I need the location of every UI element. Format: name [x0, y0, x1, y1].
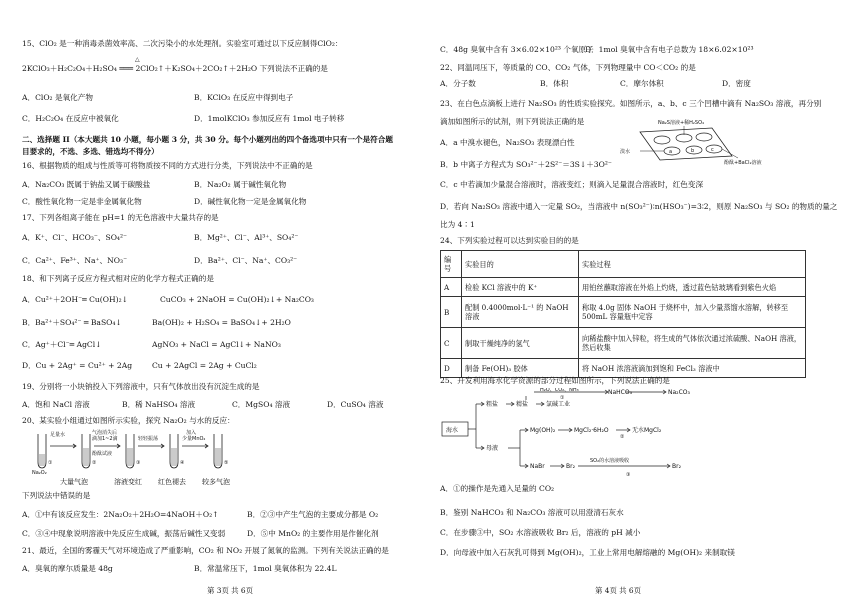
- q17-stem: 17、下列各组离子能在 pH=1 的无色溶液中大量共存的是: [22, 213, 219, 222]
- q20-obs-2: 溶液变红: [114, 478, 142, 486]
- q25-option-b: B．鉴别 NaHCO₃ 和 Na₂CO₃ 溶液可以用澄清石灰水: [440, 508, 624, 517]
- q15-option-d: D．1molKClO₃ 参加反应有 1mol 电子转移: [194, 114, 345, 123]
- q20-stem: 20、某实验小组通过如图所示实验，探究 Na₂O₂ 与水的反应：: [22, 416, 235, 425]
- q16-option-a: A．Na₂CO₃ 既属于钠盐又属于碳酸盐: [22, 180, 151, 189]
- q21-option-d: D．1mol 臭氧中含有电子总数为 18×6.02×10²³: [585, 45, 754, 54]
- q18-stem: 18、和下列离子反应方程式相对应的化学方程式正确的是: [22, 274, 214, 283]
- q19-option-c: C．MgSO₄ 溶液: [232, 400, 291, 409]
- q24-row-d-purpose: 制备 Fe(OH)₃ 胶体: [462, 359, 579, 378]
- q17-option-c: C．Ca²⁺、Fe³⁺、Na⁺、NO₃⁻: [22, 256, 128, 265]
- q20-tube-5-num: ⑤: [224, 460, 229, 466]
- q21-stem: 21、最近，全国的雾霾天气对环境造成了严重影响，CO₂ 和 NO₂ 开展了氮氧的监测。下列有关说法正确的是: [22, 546, 389, 555]
- q20-tube-4-num: ④: [180, 460, 185, 466]
- q16-option-b: B．Na₂O₂ 属于碱性氧化物: [194, 180, 287, 189]
- table-row: [441, 359, 806, 378]
- q23-fig-left-label: 溴水: [620, 149, 631, 155]
- q25-reagents: H₂O、CO₂、NH₃: [540, 388, 579, 393]
- q24-row-a-purpose: 检验 KCl 溶液中的 K⁺: [462, 278, 579, 297]
- q20-label-water: 足量水: [50, 432, 66, 438]
- q25-stem: 25、开发利用海水化学资源的部分过程如图所示，下列说法正确的是: [440, 376, 670, 385]
- q24-row-c-num: C: [441, 328, 462, 359]
- q23-spot-plate-diagram: [620, 118, 775, 170]
- q22-option-a: A．分子数: [440, 79, 476, 88]
- q25-refined-salt: 精盐: [516, 401, 529, 408]
- q15-stem: 15、ClO₂ 是一种消毒杀菌效率高、二次污染小的水处理剂。实验室可通过以下反应制得ClO₂：: [22, 39, 343, 48]
- q25-num-3: ③: [626, 472, 631, 478]
- q22-option-c: C．摩尔体积: [620, 79, 664, 88]
- q20-obs-1: 大量气泡: [60, 478, 88, 486]
- section2-heading-2: 目要求的，不选、多选、错选均不得分）: [22, 147, 159, 156]
- section2-heading-1: 二、选择题 II（本大题共 10 小题，每小题 3 分，共 30 分。每个小题列出的四个备选项中只有一个是符合题: [22, 135, 393, 144]
- q24-row-c-purpose: 制取干燥纯净的氢气: [462, 328, 579, 359]
- table-row: [441, 297, 806, 328]
- q25-nahco3: NaHCO₃: [608, 389, 632, 396]
- q25-mgoh2: Mg(OH)₂: [530, 427, 556, 434]
- q25-crude-salt: 粗盐: [486, 401, 499, 408]
- q25-num-2: ②: [620, 434, 625, 440]
- q20-label-mno2: 少量MnO₂: [182, 436, 206, 442]
- q24-row-d-process: 将 NaOH 浓溶液滴加到饱和 FeCl₃ 溶液中: [579, 359, 806, 378]
- q20-option-b: B．②③中产生气泡的主要成分都是 O₂: [247, 510, 379, 519]
- q24-table: [440, 250, 806, 378]
- q25-mgcl2-6h2o: MgCl₂·6H₂O: [574, 427, 609, 434]
- q20-tube-3-num: ③: [136, 460, 141, 466]
- q20-option-d: D．⑤中 MnO₂ 的主要作用是作催化剂: [247, 529, 379, 538]
- q24-stem: 24、下列实验过程可以达到实验目的的是: [440, 236, 579, 245]
- q20-option-c: C．③④中现象说明溶液中先反应生成碱，振荡后碱性又变弱: [22, 529, 226, 538]
- q24-header-num: 编号: [441, 251, 462, 278]
- table-row: [441, 328, 806, 359]
- q24-header-purpose: 实验目的: [462, 251, 579, 278]
- q24-row-a-num: A: [441, 278, 462, 297]
- q24-row-b-process: 称取 4.0g 固体 NaOH 于烧杯中，加入少量蒸馏水溶解，转移至 500mL 容量瓶中定容: [579, 297, 806, 328]
- q23-option-d: D．若向 Na₂SO₃ 溶液中通入一定量 SO₂，当溶液中 n(SO₃²⁻)∶n(HSO₃⁻)=3∶2，则原 Na₂SO₃ 与 SO₂ 的物质的量之: [440, 202, 838, 211]
- q16-option-d: D．碱性氧化物一定是金属氧化物: [194, 197, 307, 206]
- q15-equation: 2KClO₃＋H₂C₂O₄＋H₂SO₄ ═══ 2ClO₂↑＋K₂SO₄＋2CO₂↑＋2H₂O 下列说法不正确的是: [22, 64, 328, 73]
- q24-table-header: [441, 251, 806, 278]
- q24-row-c-process: 向稀盐酸中加入锌粒，将生成的气体依次通过浓硫酸、NaOH 溶液，然后收集: [579, 328, 806, 359]
- q18-option-d-ionic: D．Cu + 2Ag⁺ = Cu²⁺ + 2Ag: [22, 361, 133, 370]
- q25-option-a: A．①的操作是先通入足量的 CO₂: [440, 484, 555, 493]
- q20-label-add: 加入: [186, 430, 197, 436]
- q23-option-d-cont: 比为 4∶1: [440, 220, 475, 229]
- q19-stem: 19、分别将一小块钠投入下列溶液中，只有气体放出没有沉淀生成的是: [22, 382, 260, 391]
- q25-br2-a: Br₂: [566, 463, 575, 470]
- q23-fig-right-label: 酚酞+BaCl₂溶液: [724, 160, 762, 166]
- q20-obs-4: 较多气泡: [202, 478, 230, 486]
- q20-question: 下列说法中错误的是: [22, 491, 91, 500]
- q20-test-tube-diagram: [32, 428, 232, 476]
- q19-option-a: A．饱和 NaCl 溶液: [22, 400, 90, 409]
- q23-stem-1: 23、在白色点滴板上进行 Na₂SO₃ 的性质实验探究。如图所示，a、b、c 三个凹槽中滴有 Na₂SO₃ 溶液，再分别: [440, 99, 822, 108]
- q23-option-c: C．c 中若滴加少量混合溶液时，溶液变红；则滴入足量混合溶液时，红色变深: [440, 180, 704, 189]
- q25-na2co3: Na₂CO₃: [668, 389, 690, 396]
- q20-tube-2-num: ②: [92, 460, 97, 466]
- q23-fig-top-label: Na₂S溶液+稀H₂SO₄: [658, 120, 705, 126]
- q24-header-process: 实验过程: [579, 251, 806, 278]
- q23-stem-2: 滴加如图所示的试剂，则下列说法正确的是: [440, 117, 585, 126]
- q20-label-phenol: 酚酞试液: [92, 451, 113, 457]
- q18-option-c-chem: AgNO₃ + NaCl = AgCl↓+ NaNO₃: [152, 340, 281, 349]
- q24-row-b-purpose: 配制 0.4000mol·L⁻¹ 的 NaOH 溶液: [462, 297, 579, 328]
- q19-option-b: B．稀 NaHSO₄ 溶液: [122, 400, 196, 409]
- q18-option-b-ionic: B．Ba²⁺＋SO₄²⁻ ═ BaSO₄↓: [22, 318, 122, 327]
- q15-option-a: A．ClO₂ 是氧化产物: [22, 93, 93, 102]
- q25-option-c: C．在步骤③中，SO₂ 水溶液吸收 Br₂ 后，溶液的 pH 减小: [440, 528, 641, 537]
- q23-well-a: a: [669, 149, 673, 155]
- q25-anhydrous-mgcl2: 无水MgCl₂: [632, 427, 662, 434]
- table-row: [441, 278, 806, 297]
- left-page: [22, 0, 432, 608]
- q24-row-a-process: 用铂丝蘸取溶液在外焰上灼烧，透过蓝色钴玻璃看到紫色火焰: [579, 278, 806, 297]
- q15-option-c: C．H₂C₂O₄ 在反应中被氧化: [22, 114, 119, 123]
- q20-label-bubbles-gone: 气泡消失后: [92, 430, 118, 436]
- q22-option-d: D．密度: [722, 79, 751, 88]
- q25-nabr: NaBr: [530, 463, 545, 470]
- q15-option-b: B．KClO₃ 在反应中得到电子: [194, 93, 294, 102]
- q20-tube-1-num: ①: [48, 460, 53, 466]
- q25-num-1: ①: [560, 395, 565, 401]
- q20-obs-3: 红色褪去: [158, 478, 186, 486]
- q25-chloralkali: 氯碱工业: [546, 401, 571, 408]
- q23-well-c: c: [711, 147, 714, 153]
- q17-option-b: B．Mg²⁺、Cl⁻、Al³⁺、SO₄²⁻: [194, 233, 299, 242]
- q16-stem: 16、根据物质的组成与性质等可将物质按不同的方式进行分类，下列说法中不正确的是: [22, 161, 313, 170]
- q20-na2o2-label: Na₂O₂: [32, 470, 47, 476]
- q23-option-a: A．a 中溴水褪色，Na₂SO₃ 表现漂白性: [440, 138, 575, 147]
- q25-option-d: D．向母液中加入石灰乳可得到 Mg(OH)₂，工业上常用电解熔融的 Mg(OH)₂ 来制取镁: [440, 548, 735, 557]
- q25-seawater: 海水: [446, 427, 459, 434]
- q17-option-d: D．Ba²⁺、Cl⁻、Na⁺、CO₃²⁻: [194, 256, 298, 265]
- q15-condition: △: [135, 56, 140, 63]
- left-page-footer: 第 3页 共 6页: [207, 586, 254, 595]
- q25-mother-liquor: 母液: [486, 445, 499, 452]
- right-page: [440, 0, 850, 608]
- q19-option-d: D．CuSO₄ 溶液: [327, 400, 384, 409]
- right-page-footer: 第 4页 共 6页: [595, 586, 642, 595]
- q18-option-a-chem: CuCO₃ + 2NaOH = Cu(OH)₂↓+ Na₂CO₃: [160, 295, 314, 304]
- q23-well-b: b: [691, 148, 695, 154]
- q21-option-b: B．常温常压下，1mol 臭氧体积为 22.4L: [194, 564, 337, 573]
- q18-option-a-ionic: A．Cu²⁺＋2OH⁻═ Cu(OH)₂↓: [22, 295, 128, 304]
- q21-option-c: C．48g 臭氧中含有 3×6.02×10²³ 个氧原子: [440, 45, 594, 54]
- q20-label-shake: 轻轻振荡: [138, 436, 159, 442]
- q25-flow-diagram: [440, 388, 740, 480]
- q20-option-a: A．①中有该反应发生：2Na₂O₂＋2H₂O=4NaOH＋O₂↑: [22, 510, 219, 519]
- q16-option-c: C．酸性氧化物一定是非金属氧化物: [22, 197, 142, 206]
- q18-option-d-chem: Cu + 2AgCl = 2Ag + CuCl₂: [152, 361, 257, 370]
- q18-option-c-ionic: C．Ag⁺＋Cl⁻═ AgCl↓: [22, 340, 102, 349]
- q22-stem: 22、同温同压下，等质量的 CO、CO₂ 气体，下列物理量中 CO＜CO₂ 的是: [440, 63, 696, 72]
- q18-option-b-chem: Ba(OH)₂ + H₂SO₄ = BaSO₄↓+ 2H₂O: [152, 318, 291, 327]
- q24-row-b-num: B: [441, 297, 462, 328]
- q25-br2-b: Br₂: [672, 463, 681, 470]
- q21-option-a: A．臭氧的摩尔质量是 48g: [22, 564, 113, 573]
- q17-option-a: A．K⁺、Cl⁻、HCO₃⁻、SO₄²⁻: [22, 233, 128, 242]
- q22-option-b: B．体积: [540, 79, 569, 88]
- q24-row-d-num: D: [441, 359, 462, 378]
- q23-option-b: B．b 中离子方程式为 SO₃²⁻＋2S²⁻＝3S↓＋3O²⁻: [440, 160, 612, 169]
- q20-label-add-phenol: 滴加1~2滴: [92, 436, 118, 442]
- q25-so2-absorb: SO₂的水溶液吸收: [590, 458, 630, 464]
